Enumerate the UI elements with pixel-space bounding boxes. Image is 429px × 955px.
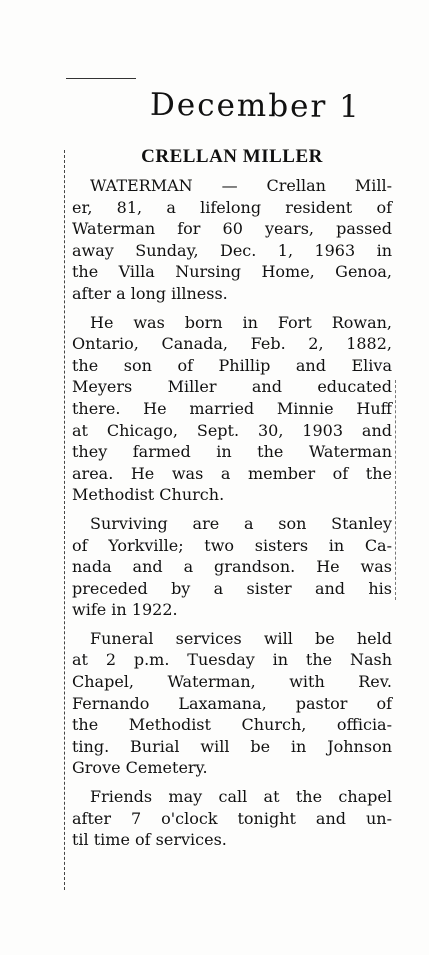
left-cut-edge [64, 150, 65, 890]
text-line: WATERMAN — Crellan Mill- [90, 176, 392, 195]
text-line: after a long illness. [72, 283, 228, 303]
text-line: til time of services. [72, 830, 227, 850]
text-line: the son of Phillip and Eliva [72, 355, 392, 375]
text-line: they farmed in the Waterman [72, 442, 392, 462]
text-line: the Methodist Church, officia- [72, 715, 392, 735]
text-line: area. He was a member of the [72, 463, 392, 483]
text-line: nada and a grandson. He was [72, 557, 392, 577]
paragraph-funeral-services [72, 628, 392, 779]
text-line: there. He married Minnie Huff [72, 398, 392, 418]
right-cut-edge [395, 380, 396, 600]
text-line: Grove Cemetery. [72, 758, 208, 778]
text-line: er, 81, a lifelong resident of [72, 197, 392, 217]
text-line: Methodist Church. [72, 485, 225, 505]
paragraph-biography [72, 312, 392, 506]
text-line: Funeral services will be held [90, 628, 392, 648]
text-line: away Sunday, Dec. 1, 1963 in [72, 240, 392, 260]
obituary-column [72, 145, 392, 858]
text-line: at 2 p.m. Tuesday in the Nash [72, 650, 392, 670]
text-line: preceded by a sister and his [72, 578, 392, 598]
text-line: He was born in Fort Rowan, [90, 312, 392, 332]
text-line: Friends may call at the chapel [90, 787, 392, 807]
paragraph-visitation [72, 786, 392, 851]
text-line: ting. Burial will be in Johnson [72, 736, 392, 756]
text-line: of Yorkville; two sisters in Ca- [72, 535, 392, 555]
text-line: at Chicago, Sept. 30, 1903 and [72, 420, 392, 440]
text-line: wife in 1922. [72, 600, 178, 620]
paragraph-death-notice [72, 175, 392, 305]
text-line: the Villa Nursing Home, Genoa, [72, 262, 392, 282]
text-line: Surviving are a son Stanley [90, 513, 392, 533]
text-line: Ontario, Canada, Feb. 2, 1882, [72, 334, 392, 354]
top-divider-rule [66, 78, 136, 79]
text-line: Waterman for 60 years, passed [72, 219, 392, 239]
text-line: Meyers Miller and educated [72, 377, 392, 397]
handwritten-date: December 1 [149, 86, 362, 126]
text-line: Chapel, Waterman, with Rev. [72, 672, 392, 692]
paragraph-survivors [72, 513, 392, 621]
text-line: after 7 o'clock tonight and un- [72, 808, 392, 828]
text-line: Fernando Laxamana, pastor of [72, 693, 392, 713]
obituary-headline: CRELLAN MILLER [141, 146, 323, 167]
